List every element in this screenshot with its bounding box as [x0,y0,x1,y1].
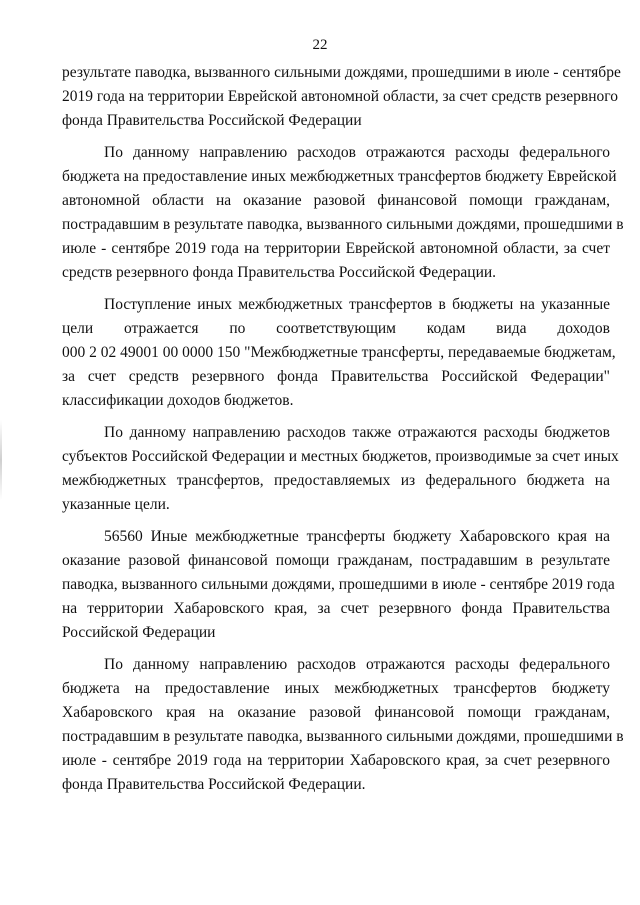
page-number: 22 [312,37,328,53]
paragraph-line: за счет средств резервного фонда Правительства Российской Федерации" [62,368,610,385]
paragraph-line: межбюджетных трансфертов, предоставляемых из федерального бюджета на [62,472,610,489]
paragraph-line: результате паводка, вызванного сильными дождями, прошедшими в июле - сентябре [62,64,621,81]
paragraph-line: цели отражается по соответствующим кодам вида доходов [62,320,610,337]
paragraph-line: 000 2 02 49001 00 0000 150 "Межбюджетные трансферты, передаваемые бюджетам, [62,344,616,361]
paragraph-line: По данному направлению расходов отражаются расходы федерального [104,144,610,161]
paragraph-line: бюджета на предоставление иных межбюджетных трансфертов бюджету Еврейской [62,168,617,185]
paragraph-2 [62,141,624,285]
paragraph-line: июле - сентябре 2019 года на территории Еврейской автономной области, за счет [62,240,610,257]
paragraph-line: фонда Правительства Российской Федерации. [62,776,366,793]
document-body [62,61,624,805]
paragraph-line: паводка, вызванного сильными дождями, прошедшими в июле - сентябре 2019 года [62,576,615,593]
paragraph-line: Российской Федерации [62,624,216,641]
paragraph-1 [62,61,621,133]
paragraph-line: пострадавшим в результате паводка, вызванного сильными дождями, прошедшими в [62,216,624,233]
paragraph-line: пострадавшим в результате паводка, вызванного сильными дождями, прошедшими в [62,728,624,745]
paragraph-line: классификации доходов бюджетов. [62,392,294,409]
paragraph-line: бюджета на предоставление иных межбюджетных трансфертов бюджету [62,680,610,697]
paragraph-line: 56560 Иные межбюджетные трансферты бюджету Хабаровского края на [104,528,610,545]
paragraph-line: автономной области на оказание разовой финансовой помощи гражданам, [62,192,610,209]
scan-edge-shadow [0,420,2,500]
paragraph-line: 2019 года на территории Еврейской автономной области, за счет средств резервного [62,88,619,105]
paragraph-3 [62,293,616,413]
paragraph-line: Поступление иных межбюджетных трансфертов в бюджеты на указанные [104,296,610,313]
paragraph-6 [62,653,624,797]
paragraph-5 [62,525,615,645]
paragraph-line: По данному направлению расходов также отражаются расходы бюджетов [104,424,610,441]
paragraph-line: оказание разовой финансовой помощи гражданам, пострадавшим в результате [62,552,610,569]
paragraph-line: фонда Правительства Российской Федерации [62,112,362,129]
paragraph-line: субъектов Российской Федерации и местных бюджетов, производимые за счет иных [62,448,619,465]
paragraph-line: средств резервного фонда Правительства Российской Федерации. [62,264,497,281]
paragraph-line: Хабаровского края на оказание разовой финансовой помощи гражданам, [62,704,610,721]
paragraph-line: указанные цели. [62,496,170,513]
paragraph-4 [62,421,619,517]
paragraph-line: июле - сентябре 2019 года на территории Хабаровского края, за счет резервного [62,752,610,769]
paragraph-line: на территории Хабаровского края, за счет резервного фонда Правительства [62,600,610,617]
paragraph-line: По данному направлению расходов отражаются расходы федерального [104,656,610,673]
